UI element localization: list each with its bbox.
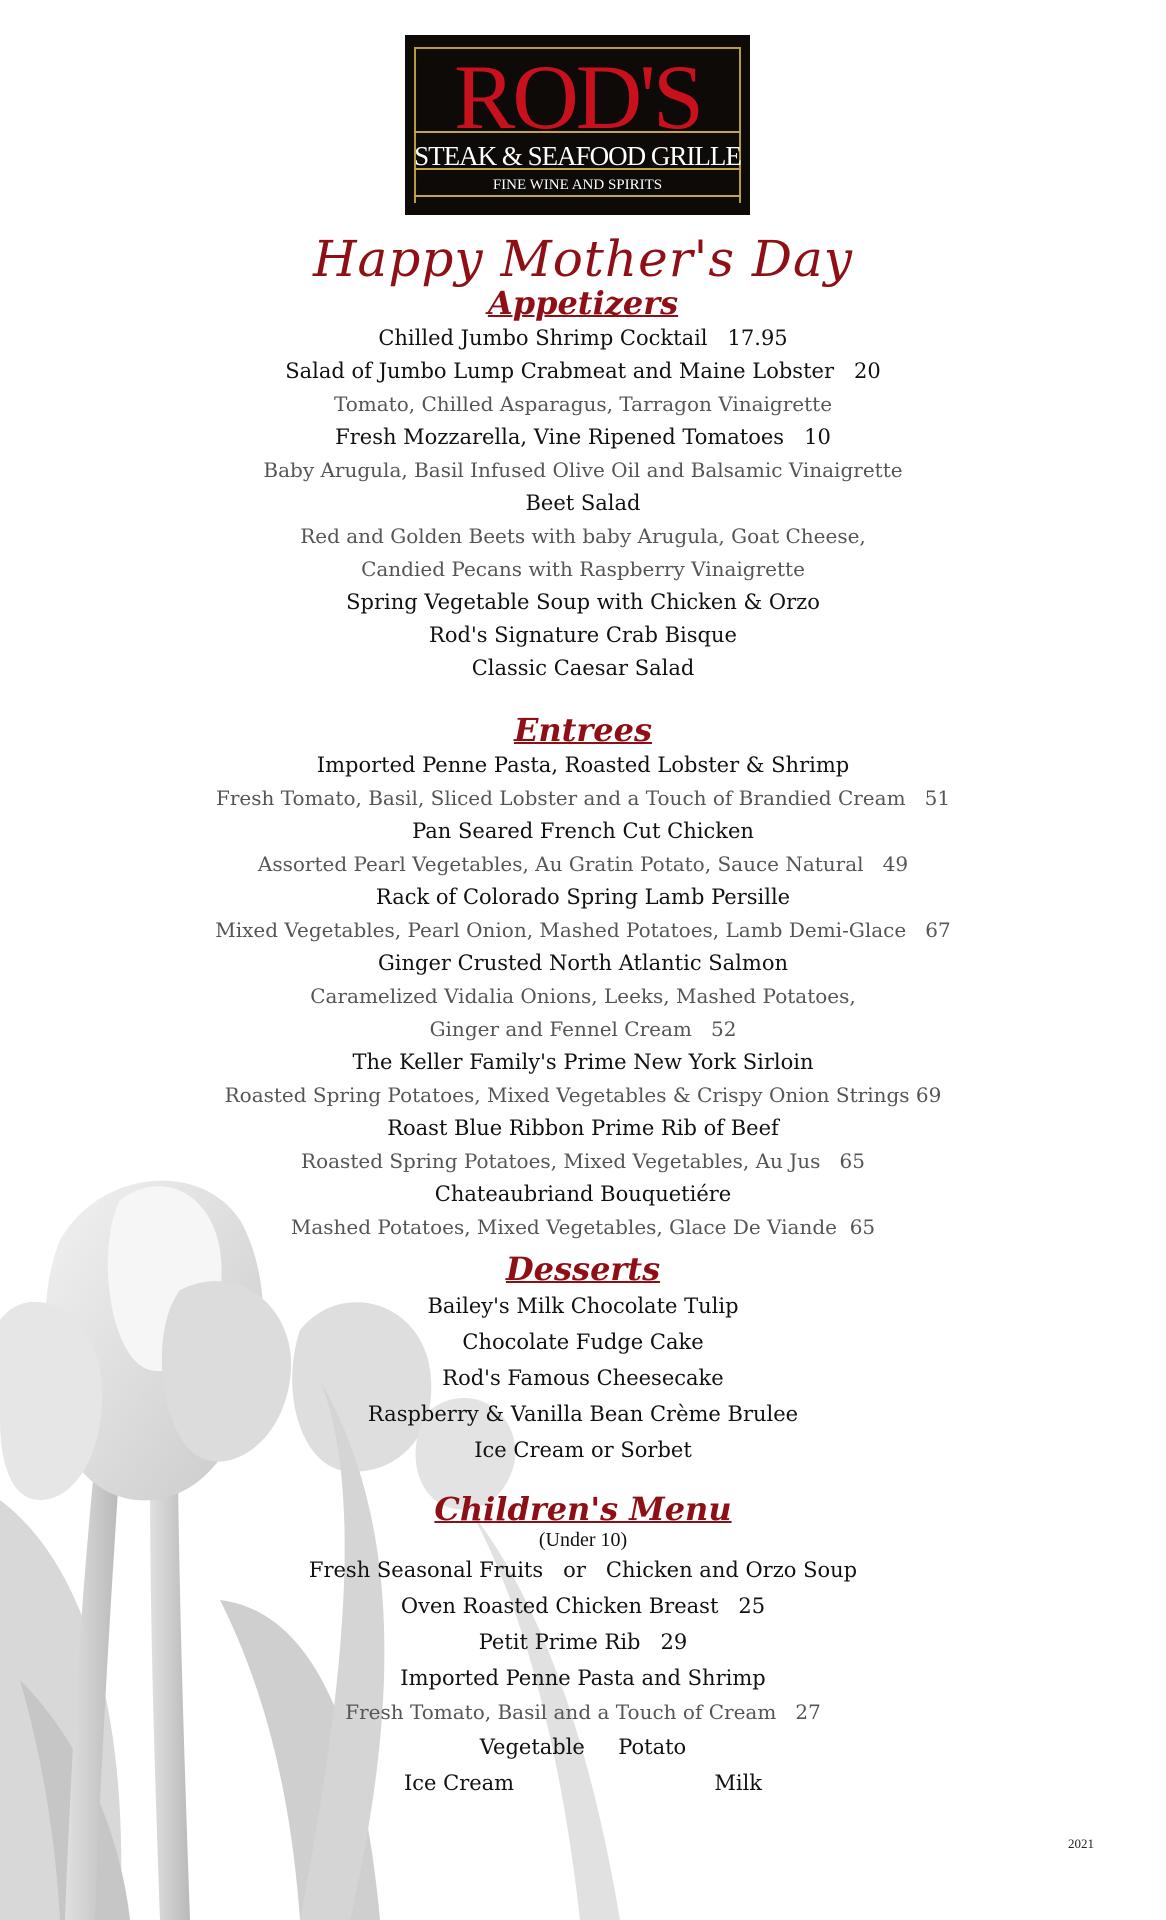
- menu-item: Ginger Crusted North Atlantic Salmon: [378, 951, 788, 975]
- menu-item: Raspberry & Vanilla Bean Crème Brulee: [367, 1402, 799, 1426]
- menu-item: Rack of Colorado Spring Lamb Persille: [375, 885, 791, 909]
- section-heading-appetizers: Appetizers: [487, 284, 679, 322]
- menu-item: Chocolate Fudge Cake: [462, 1330, 704, 1354]
- menu-item: The Keller Family's Prime New York Sirloin: [352, 1050, 814, 1074]
- menu-item: Fresh Mozzarella, Vine Ripened Tomatoes 10: [335, 425, 831, 449]
- menu-item: Rod's Signature Crab Bisque: [429, 623, 737, 647]
- menu-item: Pan Seared French Cut Chicken: [412, 819, 754, 843]
- menu-item-description: Candied Pecans with Raspberry Vinaigrette: [361, 557, 805, 581]
- menu-item: Beet Salad: [525, 491, 641, 515]
- menu-item-description: Fresh Tomato, Basil, Sliced Lobster and a Touch of Brandied Cream 51: [215, 786, 951, 810]
- desserts-section: [0, 1250, 1166, 1468]
- menu-item-description: Tomato, Chilled Asparagus, Tarragon Vinaigrette: [333, 392, 833, 416]
- entrees-list: [0, 749, 1166, 1244]
- restaurant-logo: [405, 35, 750, 215]
- children-section: [0, 1490, 1166, 1801]
- menu-item: Imported Penne Pasta, Roasted Lobster & Shrimp: [316, 753, 850, 777]
- menu-item: Chateaubriand Bouquetiére: [434, 1182, 732, 1206]
- menu-item-description: Mashed Potatoes, Mixed Vegetables, Glace De Viande 65: [290, 1215, 876, 1239]
- menu-item: Oven Roasted Chicken Breast 25: [400, 1594, 766, 1618]
- menu-item-description: Red and Golden Beets with baby Arugula, Goat Cheese,: [300, 524, 866, 548]
- menu-item-description: Roasted Spring Potatoes, Mixed Vegetables, Au Jus 65: [301, 1149, 865, 1173]
- logo-subtitle: STEAK & SEAFOOD GRILLE: [414, 141, 741, 171]
- section-heading-childrens-menu: Children's Menu: [434, 1490, 732, 1528]
- entrees-section: [0, 711, 1166, 1244]
- year-label: 2021: [1068, 1836, 1094, 1851]
- menu-item-description: Roasted Spring Potatoes, Mixed Vegetables & Crispy Onion Strings 69: [224, 1083, 942, 1107]
- menu-item: Salad of Jumbo Lump Crabmeat and Maine Lobster 20: [285, 359, 881, 383]
- logo-divider: [414, 195, 741, 197]
- menu-item: Ice Cream Milk: [403, 1771, 763, 1795]
- menu-item: Classic Caesar Salad: [471, 656, 695, 680]
- menu-item: Fresh Seasonal Fruits or Chicken and Orzo Soup: [308, 1558, 858, 1582]
- menu-item-description: Caramelized Vidalia Onions, Leeks, Mashed Potatoes,: [310, 984, 856, 1008]
- menu-item-description: Ginger and Fennel Cream 52: [429, 1017, 737, 1041]
- appetizers-list: [0, 322, 1166, 685]
- logo-tagline: FINE WINE AND SPIRITS: [492, 177, 663, 193]
- childrens-age-note: (Under 10): [538, 1529, 628, 1551]
- menu: [0, 228, 1166, 1801]
- menu-item-description: Assorted Pearl Vegetables, Au Gratin Potato, Sauce Natural 49: [257, 852, 909, 876]
- section-heading-desserts: Desserts: [505, 1250, 661, 1288]
- menu-item: Rod's Famous Cheesecake: [442, 1366, 724, 1390]
- page-title: Happy Mother's Day: [312, 230, 854, 288]
- menu-item-description: Mixed Vegetables, Pearl Onion, Mashed Potatoes, Lamb Demi-Glace 67: [215, 918, 951, 942]
- menu-item-description: Fresh Tomato, Basil and a Touch of Cream 27: [345, 1700, 821, 1724]
- menu-item-description: Baby Arugula, Basil Infused Olive Oil and Balsamic Vinaigrette: [263, 458, 903, 482]
- logo-brand: ROD'S: [454, 46, 701, 148]
- menu-item: Roast Blue Ribbon Prime Rib of Beef: [387, 1116, 779, 1140]
- menu-item: Imported Penne Pasta and Shrimp: [400, 1666, 766, 1690]
- appetizers-section: [0, 284, 1166, 685]
- section-heading-entrees: Entrees: [513, 711, 653, 749]
- menu-item: Spring Vegetable Soup with Chicken & Orzo: [346, 590, 820, 614]
- menu-item: Vegetable Potato: [479, 1735, 687, 1759]
- desserts-list: [0, 1288, 1166, 1468]
- menu-item: Chilled Jumbo Shrimp Cocktail 17.95: [378, 326, 788, 350]
- menu-item: Bailey's Milk Chocolate Tulip: [427, 1294, 739, 1318]
- childrens-list: [0, 1552, 1166, 1801]
- menu-item: Petit Prime Rib 29: [478, 1630, 688, 1654]
- menu-item: Ice Cream or Sorbet: [474, 1438, 692, 1462]
